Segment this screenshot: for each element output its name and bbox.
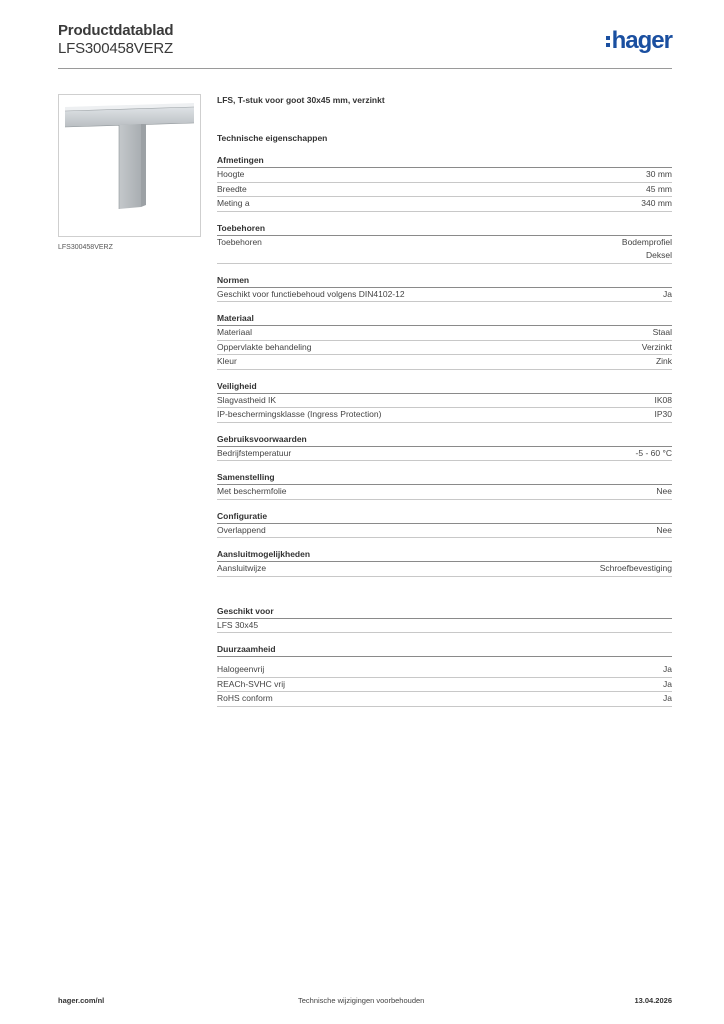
spec-value: -5 - 60 °C bbox=[635, 447, 672, 458]
spec-row bbox=[217, 678, 672, 693]
spec-label: Aansluitwijze bbox=[217, 563, 267, 573]
spec-label: Kleur bbox=[217, 356, 237, 366]
section-title: Normen bbox=[217, 274, 672, 288]
spec-section bbox=[217, 433, 672, 462]
spec-value: Ja bbox=[663, 288, 672, 299]
product-image bbox=[58, 94, 201, 237]
spec-label: Geschikt voor functiebehoud volgens DIN4102-12 bbox=[217, 288, 405, 299]
document-title: Productdatablad bbox=[58, 22, 174, 39]
footer-notice: Technische wijzigingen voorbehouden bbox=[298, 996, 425, 1005]
spec-label: Bedrijfstemperatuur bbox=[217, 447, 292, 458]
logo-dots-icon bbox=[606, 36, 610, 47]
technical-properties-heading: Technische eigenschappen bbox=[217, 133, 328, 143]
section-title: Samenstelling bbox=[217, 471, 672, 485]
spec-section bbox=[217, 222, 672, 264]
suitable-for-section bbox=[217, 605, 672, 634]
spec-row bbox=[217, 619, 672, 634]
spec-value: Bodemprofiel Deksel bbox=[621, 236, 672, 260]
spec-row bbox=[217, 326, 672, 341]
spec-section bbox=[217, 312, 672, 370]
t-piece-illustration-icon bbox=[59, 95, 200, 236]
spec-label: Toebehoren bbox=[217, 236, 262, 247]
spec-value: IK08 bbox=[654, 394, 672, 405]
spec-section bbox=[217, 274, 672, 303]
section-title: Geschikt voor bbox=[217, 605, 672, 619]
spec-section bbox=[217, 471, 672, 500]
spec-value: Ja bbox=[663, 664, 672, 674]
spec-section bbox=[217, 380, 672, 423]
spec-label: Met beschermfolie bbox=[217, 486, 287, 496]
section-title: Materiaal bbox=[217, 312, 672, 326]
spec-value: Ja bbox=[663, 693, 672, 703]
spec-value: 30 mm bbox=[646, 169, 672, 179]
spec-label: Halogeenvrij bbox=[217, 664, 265, 674]
spec-label: RoHS conform bbox=[217, 693, 273, 703]
spec-value: Ja bbox=[663, 678, 672, 689]
spec-section bbox=[217, 510, 672, 539]
product-code: LFS300458VERZ bbox=[58, 40, 173, 57]
section-title: Configuratie bbox=[217, 510, 672, 524]
spec-label: Hoogte bbox=[217, 169, 245, 179]
spec-value: IP30 bbox=[654, 409, 672, 419]
spec-row bbox=[217, 562, 672, 577]
spec-value: Nee bbox=[656, 486, 672, 496]
image-caption: LFS300458VERZ bbox=[58, 244, 113, 251]
footer-date: 13.04.2026 bbox=[634, 996, 672, 1005]
spec-row bbox=[217, 355, 672, 370]
section-title: Gebruiksvoorwaarden bbox=[217, 433, 672, 447]
spec-value: 45 mm bbox=[646, 183, 672, 194]
specifications bbox=[217, 94, 672, 707]
spec-sections bbox=[217, 154, 672, 577]
spec-label: IP-beschermingsklasse (Ingress Protection) bbox=[217, 409, 382, 419]
logo-text: hager bbox=[611, 27, 672, 54]
spec-value: Zink bbox=[655, 356, 672, 366]
spec-value: Verzinkt bbox=[641, 341, 672, 352]
spec-label: Breedte bbox=[217, 183, 247, 194]
spec-value: Nee bbox=[656, 524, 672, 535]
spec-row bbox=[217, 663, 672, 678]
product-description: LFS, T-stuk voor goot 30x45 mm, verzinkt bbox=[217, 95, 385, 105]
spec-row bbox=[217, 408, 672, 423]
spec-label: REACh-SVHC vrij bbox=[217, 678, 286, 689]
spec-label: Meting a bbox=[217, 198, 250, 208]
spec-section bbox=[217, 548, 672, 577]
spec-label: Materiaal bbox=[217, 327, 252, 337]
spec-section bbox=[217, 154, 672, 212]
spec-row bbox=[217, 183, 672, 198]
spec-row bbox=[217, 485, 672, 500]
spec-row bbox=[217, 288, 672, 303]
page-header bbox=[58, 22, 672, 68]
spec-row bbox=[217, 341, 672, 356]
section-title: Afmetingen bbox=[217, 154, 672, 168]
header-divider bbox=[58, 68, 672, 69]
spec-value: Staal bbox=[652, 327, 672, 337]
spec-row bbox=[217, 524, 672, 539]
section-title: Duurzaamheid bbox=[217, 643, 672, 657]
spec-value: Schroefbevestiging bbox=[599, 563, 672, 573]
spec-row bbox=[217, 197, 672, 212]
spec-label: Oppervlakte behandeling bbox=[217, 341, 312, 352]
section-title: Aansluitmogelijkheden bbox=[217, 548, 672, 562]
spec-row bbox=[217, 692, 672, 707]
hager-logo bbox=[606, 28, 672, 54]
spec-value: 340 mm bbox=[641, 198, 672, 208]
spec-row bbox=[217, 394, 672, 409]
spec-label: Slagvastheid IK bbox=[217, 394, 277, 405]
website-link[interactable]: hager.com/nl bbox=[58, 996, 105, 1005]
spec-label: LFS 30x45 bbox=[217, 619, 259, 630]
spec-row bbox=[217, 236, 672, 264]
section-title: Toebehoren bbox=[217, 222, 672, 236]
spec-row bbox=[217, 447, 672, 462]
section-title: Veiligheid bbox=[217, 380, 672, 394]
spec-row bbox=[217, 168, 672, 183]
sustainability-section bbox=[217, 643, 672, 707]
spec-label: Overlappend bbox=[217, 524, 266, 535]
